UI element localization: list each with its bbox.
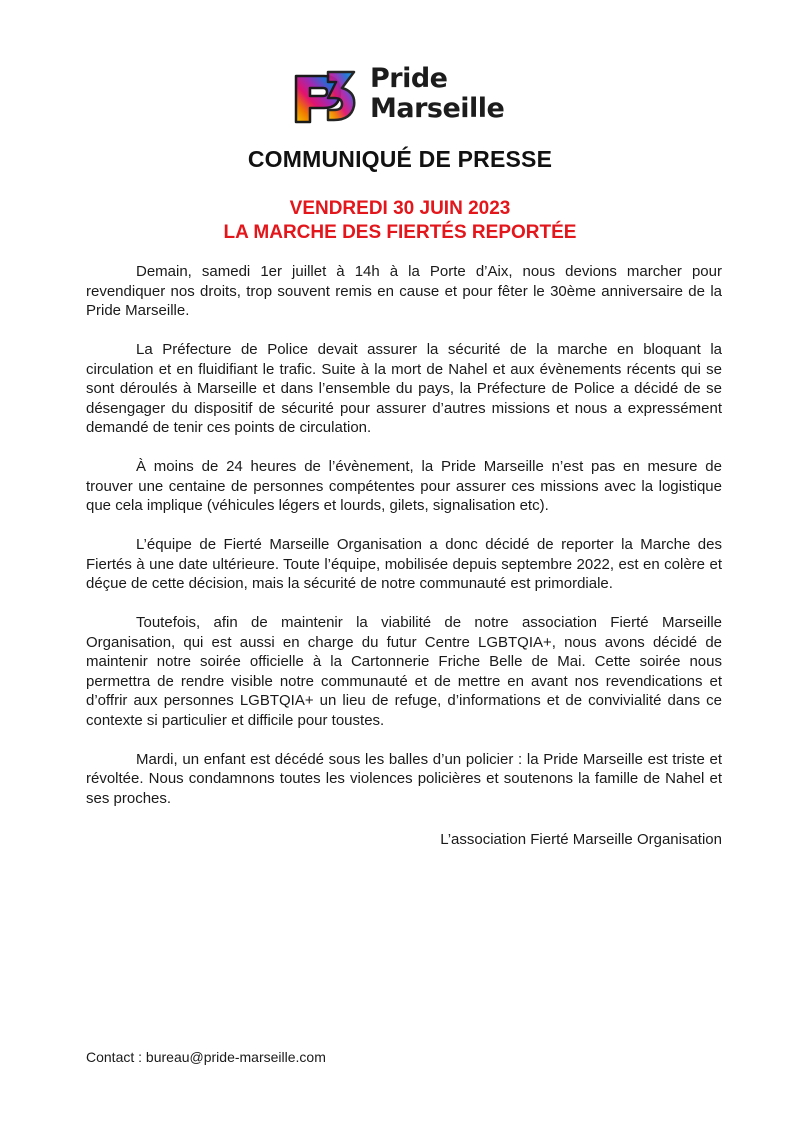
pride-marseille-logo [288,64,538,134]
logo-wordmark [370,64,504,124]
logo-line-marseille: Marseille [370,93,505,124]
page-title: COMMUNIQUÉ DE PRESSE [247,146,553,172]
rainbow-p-logo-icon [288,66,360,128]
paragraph: Mardi, un enfant est décédé sous les balles d’un policier : la Pride Marseille est triste et révoltée. Nous condamnons toutes les violences policières et soutenons la famille de Nahel et ses proches. [86,750,722,807]
headline-announcement: LA MARCHE DES FIERTÉS REPORTÉE [223,222,577,243]
headline [0,197,800,245]
paragraph: À moins de 24 heures de l’évènement, la Pride Marseille n’est pas en mesure de trouver une centaine de personnes compétentes pour assurer ces missions avec la logistique que cela implique (véhicules légers et lourds, gilets, signalisation etc). [86,458,722,514]
paragraph: Demain, samedi 1er juillet à 14h à la Porte d’Aix, nous devions marcher pour revendiquer nos droits, trop souvent remis en cause et pour fêter le 30ème anniversaire de la Pride Marseille. [86,263,722,319]
signature: L’association Fierté Marseille Organisation [440,831,722,848]
paragraph: Toutefois, afin de maintenir la viabilité de notre association Fierté Marseille Organisation, qui est aussi en charge du futur Centre LGBTQIA+, nous avons décidé de maintenir notre soirée officielle à la Cartonnerie Friche Belle de Mai. Cette soirée nous permettra de rendre visible notre communauté et de mettre en avant nos revendications et d’offrir aux personnes LGBTQIA+ un lieu de refuge, d’informations et de convivialité dans ce contexte si particulier et difficile pour toustes. [86,614,722,729]
paragraph: L’équipe de Fierté Marseille Organisation a donc décidé de reporter la Marche des Fiertés à une date ultérieure. Toute l’équipe, mobilisée depuis septembre 2022, est en colère et déçue de cette décision, mais la sécurité de notre communauté est primordiale. [86,536,722,592]
logo-line-pride: Pride [370,63,448,94]
headline-date: VENDREDI 30 JUIN 2023 [289,198,511,219]
paragraph: La Préfecture de Police devait assurer la sécurité de la marche en bloquant la circulation et en fluidifiant le trafic. Suite à la mort de Nahel et aux évènements récents qui se sont déroulés à Marseille et dans l’ensemble du pays, la Préfecture de Police a décidé de se désengager du dispositif de sécurité pour assurer d’autres missions et nous a expressément demandé de tenir ces points de circulation. [86,341,722,436]
contact-line: Contact : bureau@pride-marseille.com [86,1049,326,1065]
press-release-body [86,262,722,828]
